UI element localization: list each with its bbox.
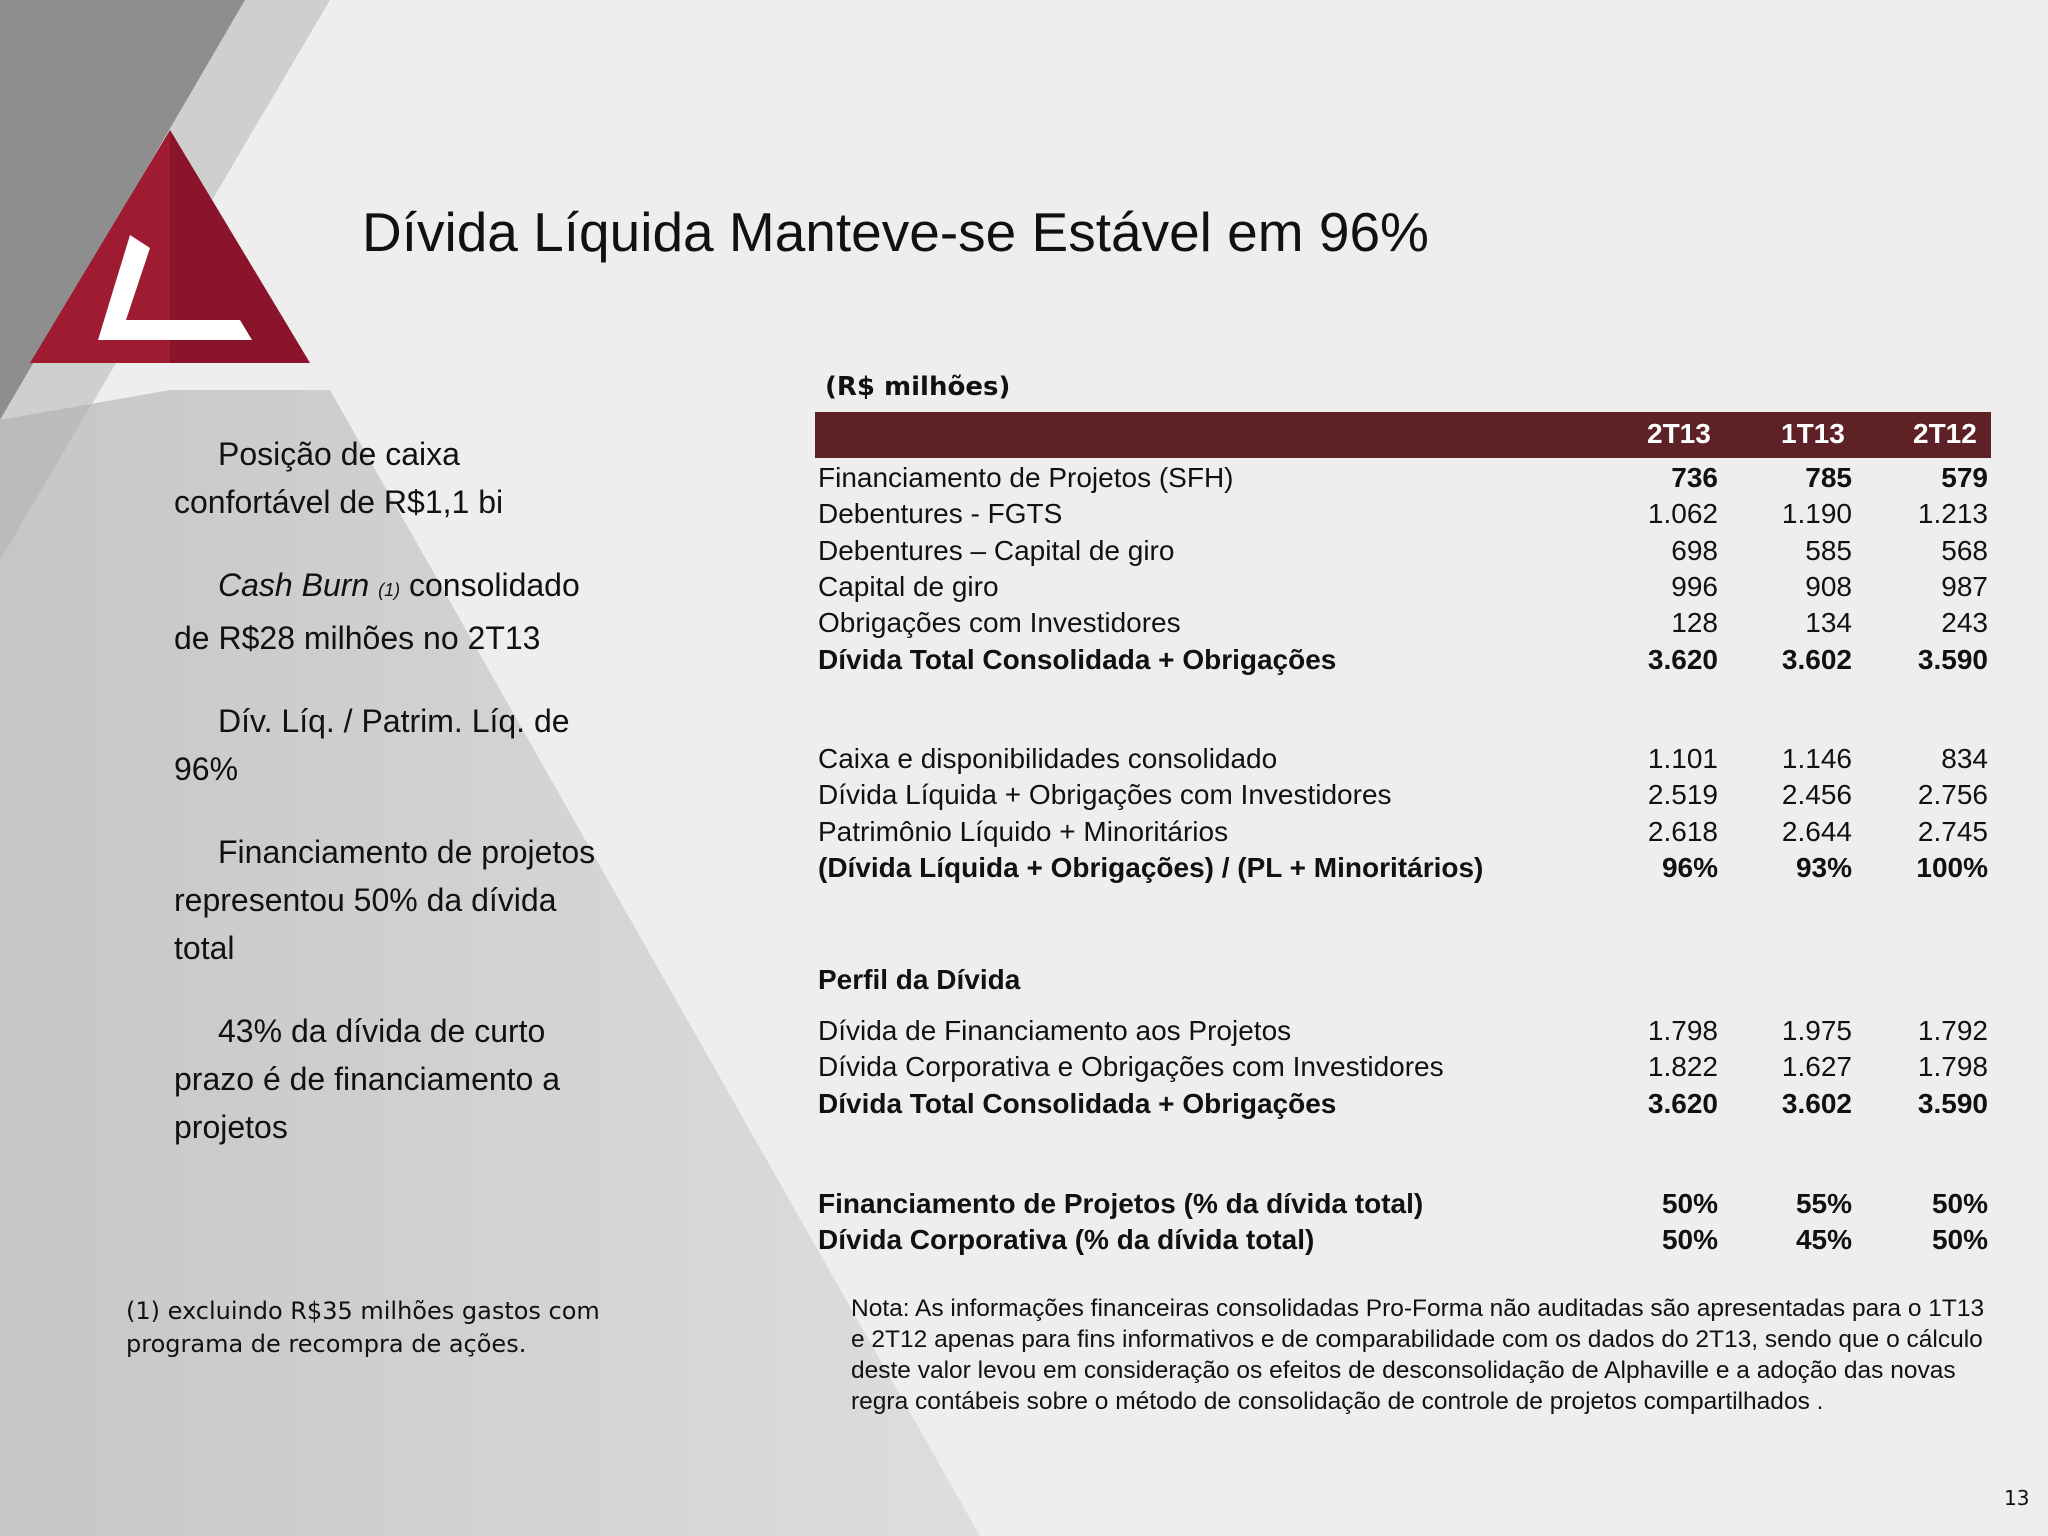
row-value: 2.756 bbox=[1917, 779, 1988, 811]
row-value: 50% bbox=[1661, 1188, 1718, 1219]
units-label: (R$ milhões) bbox=[825, 372, 1011, 402]
footnote-ref: (1) bbox=[378, 580, 401, 600]
page-number: 13 bbox=[2004, 1486, 2030, 1510]
table-row bbox=[818, 642, 1988, 678]
row-value: 1.822 bbox=[1647, 1051, 1718, 1083]
row-value: 1.146 bbox=[1781, 743, 1852, 774]
highlight-item bbox=[174, 430, 624, 526]
row-value: 698 bbox=[1671, 534, 1718, 566]
table-row bbox=[818, 741, 1988, 777]
company-logo bbox=[30, 130, 320, 370]
row-value: 987 bbox=[1941, 570, 1988, 602]
row-value: 908 bbox=[1805, 570, 1852, 602]
table-row bbox=[818, 496, 1988, 532]
row-value: 1.975 bbox=[1781, 1015, 1852, 1046]
highlight-text: consolidado de R$28 milhões no 2T13 bbox=[174, 567, 580, 656]
table-row bbox=[818, 605, 1988, 641]
row-value: 579 bbox=[1941, 462, 1988, 493]
row-value: 55% bbox=[1795, 1188, 1852, 1219]
row-value: 3.590 bbox=[1917, 1087, 1988, 1119]
row-value: 736 bbox=[1671, 462, 1718, 493]
table-row bbox=[818, 1013, 1988, 1049]
highlights-list bbox=[174, 430, 624, 1186]
row-value: 3.590 bbox=[1917, 643, 1988, 675]
row-value: 50% bbox=[1931, 1188, 1988, 1219]
table-row bbox=[818, 569, 1988, 605]
row-value: 996 bbox=[1671, 570, 1718, 602]
highlight-text: Financiamento de projetos representou 50% da dívida total bbox=[174, 834, 596, 966]
highlight-item bbox=[174, 1007, 624, 1151]
table-row bbox=[818, 533, 1988, 569]
table-row bbox=[818, 777, 1988, 813]
table-row bbox=[818, 460, 1988, 496]
highlight-item bbox=[174, 697, 624, 793]
row-label: Debentures - FGTS bbox=[818, 498, 1063, 530]
row-value: 45% bbox=[1795, 1224, 1852, 1256]
row-value: 3.602 bbox=[1781, 643, 1852, 675]
row-value: 134 bbox=[1805, 607, 1852, 639]
row-label: Dívida Líquida + Obrigações com Investidores bbox=[818, 779, 1392, 811]
row-label: Financiamento de Projetos (% da dívida total) bbox=[818, 1188, 1424, 1219]
row-value: 3.602 bbox=[1781, 1087, 1852, 1119]
row-value: 3.620 bbox=[1647, 643, 1718, 675]
row-label: Dívida Corporativa (% da dívida total) bbox=[818, 1224, 1315, 1256]
highlight-text: 43% da dívida de curto prazo é de financiamento a projetos bbox=[174, 1013, 561, 1145]
row-label: Dívida Total Consolidada + Obrigações bbox=[818, 1087, 1337, 1119]
column-header: 1T13 bbox=[1781, 418, 1845, 449]
row-value: 128 bbox=[1671, 607, 1718, 639]
table-row bbox=[818, 1186, 1988, 1222]
highlight-item bbox=[174, 561, 624, 662]
row-value: 1.062 bbox=[1647, 498, 1718, 530]
row-label: Patrimônio Líquido + Minoritários bbox=[818, 815, 1229, 847]
column-header: 2T13 bbox=[1647, 418, 1711, 449]
row-value: 1.798 bbox=[1647, 1015, 1718, 1046]
row-value: 785 bbox=[1805, 462, 1852, 493]
row-value: 1.190 bbox=[1781, 498, 1852, 530]
row-value: 1.213 bbox=[1917, 498, 1988, 530]
row-value: 2.456 bbox=[1781, 779, 1852, 811]
row-label: Obrigações com Investidores bbox=[818, 607, 1181, 639]
row-value: 100% bbox=[1916, 851, 1988, 883]
row-label: Dívida de Financiamento aos Projetos bbox=[818, 1015, 1292, 1046]
profile-section-title: Perfil da Dívida bbox=[818, 964, 1021, 995]
footnote: (1) excluindo R$35 milhões gastos com programa de recompra de ações. bbox=[126, 1297, 600, 1358]
row-value: 50% bbox=[1931, 1224, 1988, 1256]
row-label: Dívida Total Consolidada + Obrigações bbox=[818, 643, 1337, 675]
column-header: 2T12 bbox=[1913, 418, 1977, 449]
table-header bbox=[815, 412, 1991, 458]
row-label: Capital de giro bbox=[818, 570, 999, 602]
row-value: 2.745 bbox=[1917, 815, 1988, 847]
row-value: 93% bbox=[1795, 851, 1852, 883]
cash-burn-label: Cash Burn bbox=[218, 567, 370, 603]
row-value: 1.798 bbox=[1917, 1051, 1988, 1083]
row-value: 96% bbox=[1661, 851, 1718, 883]
highlight-text: Posição de caixa confortável de R$1,1 bi bbox=[174, 436, 504, 520]
row-label: (Dívida Líquida + Obrigações) / (PL + Minoritários) bbox=[818, 851, 1484, 883]
row-value: 2.618 bbox=[1647, 815, 1718, 847]
row-value: 568 bbox=[1941, 534, 1988, 566]
table-row bbox=[818, 1049, 1988, 1085]
highlight-text: Dív. Líq. / Patrim. Líq. de 96% bbox=[174, 703, 570, 787]
row-label: Financiamento de Projetos (SFH) bbox=[818, 462, 1234, 493]
row-value: 2.644 bbox=[1781, 815, 1852, 847]
highlight-item bbox=[174, 828, 624, 972]
row-value: 2.519 bbox=[1647, 779, 1718, 811]
page-title: Dívida Líquida Manteve-se Estável em 96% bbox=[362, 201, 1429, 263]
table-row bbox=[818, 814, 1988, 850]
row-value: 243 bbox=[1941, 607, 1988, 639]
row-label: Caixa e disponibilidades consolidado bbox=[818, 743, 1278, 774]
row-label: Debentures – Capital de giro bbox=[818, 534, 1175, 566]
table-row bbox=[818, 1222, 1988, 1258]
row-value: 3.620 bbox=[1647, 1087, 1718, 1119]
table-row bbox=[818, 850, 1988, 886]
row-value: 834 bbox=[1941, 743, 1988, 774]
row-label: Dívida Corporativa e Obrigações com Investidores bbox=[818, 1051, 1444, 1083]
row-value: 50% bbox=[1661, 1224, 1718, 1256]
row-value: 585 bbox=[1805, 534, 1852, 566]
row-value: 1.627 bbox=[1781, 1051, 1852, 1083]
row-value: 1.101 bbox=[1647, 743, 1718, 774]
row-value: 1.792 bbox=[1917, 1015, 1988, 1046]
table-row bbox=[818, 1086, 1988, 1122]
note-text: Nota: As informações financeiras consolidadas Pro-Forma não auditadas são apresentadas para o 1T13 e 2T12 apenas para fins informativos e de comparabilidade com os dados do 2T13, sendo que o cálculo deste valor levou em consideração os efeitos de desconsolidação de Alphaville e a adoção das novas regra contábeis sobre o método de consolidação de controle de projetos compartilhados . bbox=[851, 1295, 1985, 1415]
